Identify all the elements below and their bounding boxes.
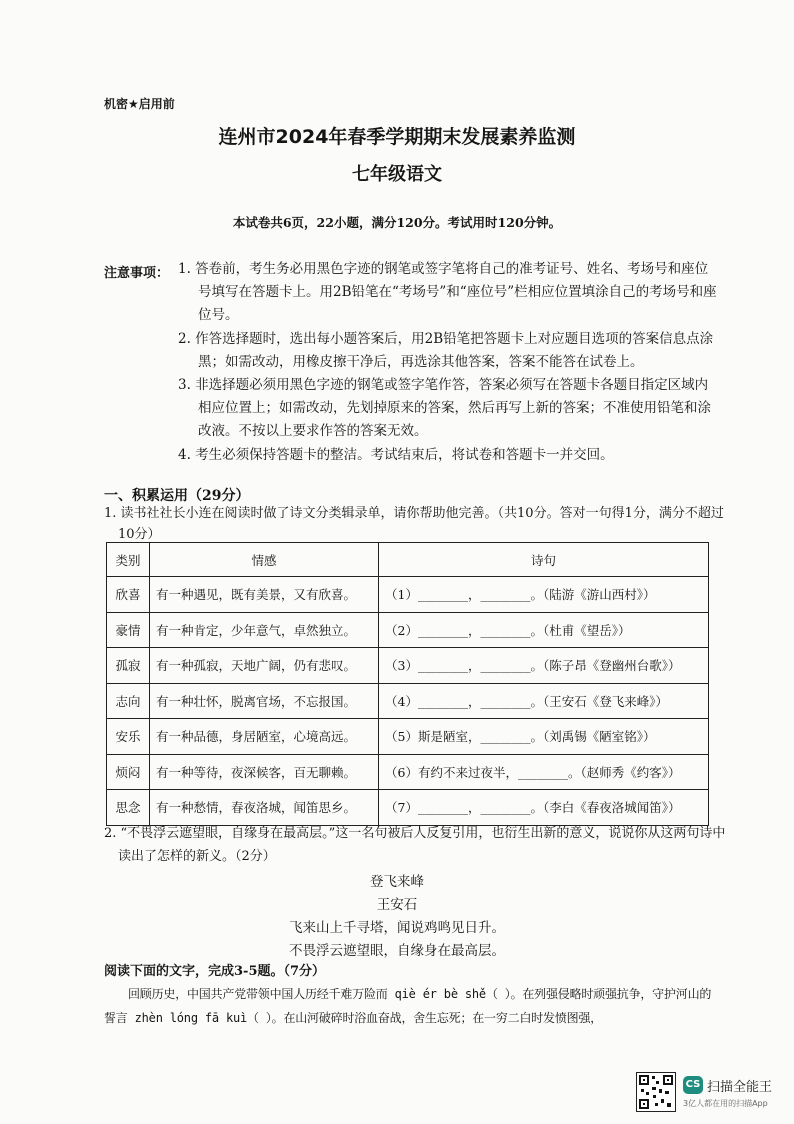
table-row <box>107 754 709 790</box>
poem-table <box>106 542 709 826</box>
table-row <box>107 577 709 613</box>
poem-block <box>0 871 794 963</box>
emotion-cell: 有一种品德，身居陋室，心境高远。 <box>150 719 379 755</box>
reading-paragraph: 回顾历史，中国共产党带领中国人历经千难万险而 qiè ér bè shě（ ）。在列强侵略时顽强抗争，守护河山的誓言 zhèn lóng fā kuì（ ）。在山河破碎时浴血奋战，舍生忘死；在一穷二白时发愤图强， <box>104 987 712 1025</box>
emotion-cell: 有一种遇见，既有美景，又有欣喜。 <box>150 577 379 613</box>
question-1: 1. 读书社社长小连在阅读时做了诗文分类辑录单，请你帮助他完善。（共10分。答对一句得1分，满分不超过10分） <box>104 506 724 542</box>
table-row <box>107 683 709 719</box>
section-heading: 一、积累运用（29分） <box>104 488 250 504</box>
poem-cell: （3）________，________。（陈子昂《登幽州台歌》） <box>379 648 709 684</box>
category-cell: 志向 <box>107 683 150 719</box>
question-2: 2. “不畏浮云遮望眼，自缘身在最高层。”这一名句被后人反复引用，也衍生出新的意义，说说你从这两句诗中读出了怎样的新义。（2分） <box>104 826 726 864</box>
table-row <box>107 719 709 755</box>
notice-label: 注意事项： <box>104 266 170 281</box>
scanner-logo-icon: CS <box>683 1076 703 1094</box>
poem-cell: （1）________，________。（陆游《游山西村》） <box>379 577 709 613</box>
notice-item: 4. 考生必须保持答题卡的整洁。考试结束后，将试卷和答题卡一并交回。 <box>178 446 614 463</box>
exam-info: 本试卷共6页，22小题，满分120分。考试用时120分钟。 <box>232 215 562 230</box>
emotion-cell: 有一种愁情，春夜洛城，闻笛思乡。 <box>150 790 379 826</box>
category-cell: 豪情 <box>107 612 150 648</box>
poem-cell: （4）________，________。（王安石《登飞来峰》） <box>379 683 709 719</box>
notice-item: 3. 非选择题必须用黑色字迹的钢笔或签字笔作答，答案必须写在答题卡各题目指定区域内相应位置上；如需改动，先划掉原来的答案，然后再写上新的答案；不准使用铅笔和涂改液。不按以上要求作答的答案无效。 <box>178 377 711 440</box>
emotion-cell: 有一种孤寂，天地广阔，仍有悲叹。 <box>150 648 379 684</box>
category-cell: 孤寂 <box>107 648 150 684</box>
poem-title: 登飞来峰 <box>370 874 424 890</box>
emotion-cell: 有一种壮怀，脱离官场，不忘报国。 <box>150 683 379 719</box>
header-poem: 诗句 <box>379 543 709 577</box>
table-row <box>107 790 709 826</box>
category-cell: 欣喜 <box>107 577 150 613</box>
notice-item: 2. 作答选择题时，选出每小题答案后，用2B铅笔把答题卡上对应题目选项的答案信息点涂黑；如需改动，用橡皮擦干净后，再选涂其他答案，答案不能答在试卷上。 <box>178 330 714 370</box>
header-emotion: 情感 <box>150 543 379 577</box>
table-row <box>107 612 709 648</box>
poem-cell: （2）________，________。（杜甫《望岳》） <box>379 612 709 648</box>
exam-title: 连州市2024年春季学期期末发展素养监测 <box>218 126 576 148</box>
table-row <box>107 648 709 684</box>
confidential-mark: 机密★启用前 <box>104 97 175 111</box>
emotion-cell: 有一种肯定，少年意气，卓然独立。 <box>150 612 379 648</box>
reading-heading: 阅读下面的文字，完成3-5题。（7分） <box>104 964 326 979</box>
poem-author: 王安石 <box>376 897 418 913</box>
poem-line: 不畏浮云遮望眼，自缘身在最高层。 <box>289 943 505 959</box>
category-cell: 安乐 <box>107 719 150 755</box>
notice-item: 1. 答卷前，考生务必用黑色字迹的钢笔或签字笔将自己的准考证号、姓名、考场号和座位号填写在答题卡上。用2B铅笔在“考场号”和“座位号”栏相应位置填涂自己的考场号和座位号。 <box>178 261 717 324</box>
exam-subtitle: 七年级语文 <box>352 164 442 185</box>
scanner-tagline: 3亿人都在用的扫描App <box>683 1099 768 1108</box>
category-cell: 思念 <box>107 790 150 826</box>
qr-code-icon <box>636 1072 676 1112</box>
notice-list <box>178 258 718 467</box>
poem-cell: （7）________，________。（李白《春夜洛城闻笛》） <box>379 790 709 826</box>
table-header-row <box>107 543 709 577</box>
header-category: 类别 <box>107 543 150 577</box>
reading-passage <box>104 982 718 1030</box>
poem-cell: （6）有约不来过夜半，________。（赵师秀《约客》） <box>379 754 709 790</box>
poem-cell: （5）斯是陋室，________。（刘禹锡《陋室铭》） <box>379 719 709 755</box>
emotion-cell: 有一种等待，夜深候客，百无聊赖。 <box>150 754 379 790</box>
category-cell: 烦闷 <box>107 754 150 790</box>
poem-line: 飞来山上千寻塔，闻说鸡鸣见日升。 <box>289 920 505 936</box>
scanner-app-name: 扫描全能王 <box>707 1080 773 1095</box>
